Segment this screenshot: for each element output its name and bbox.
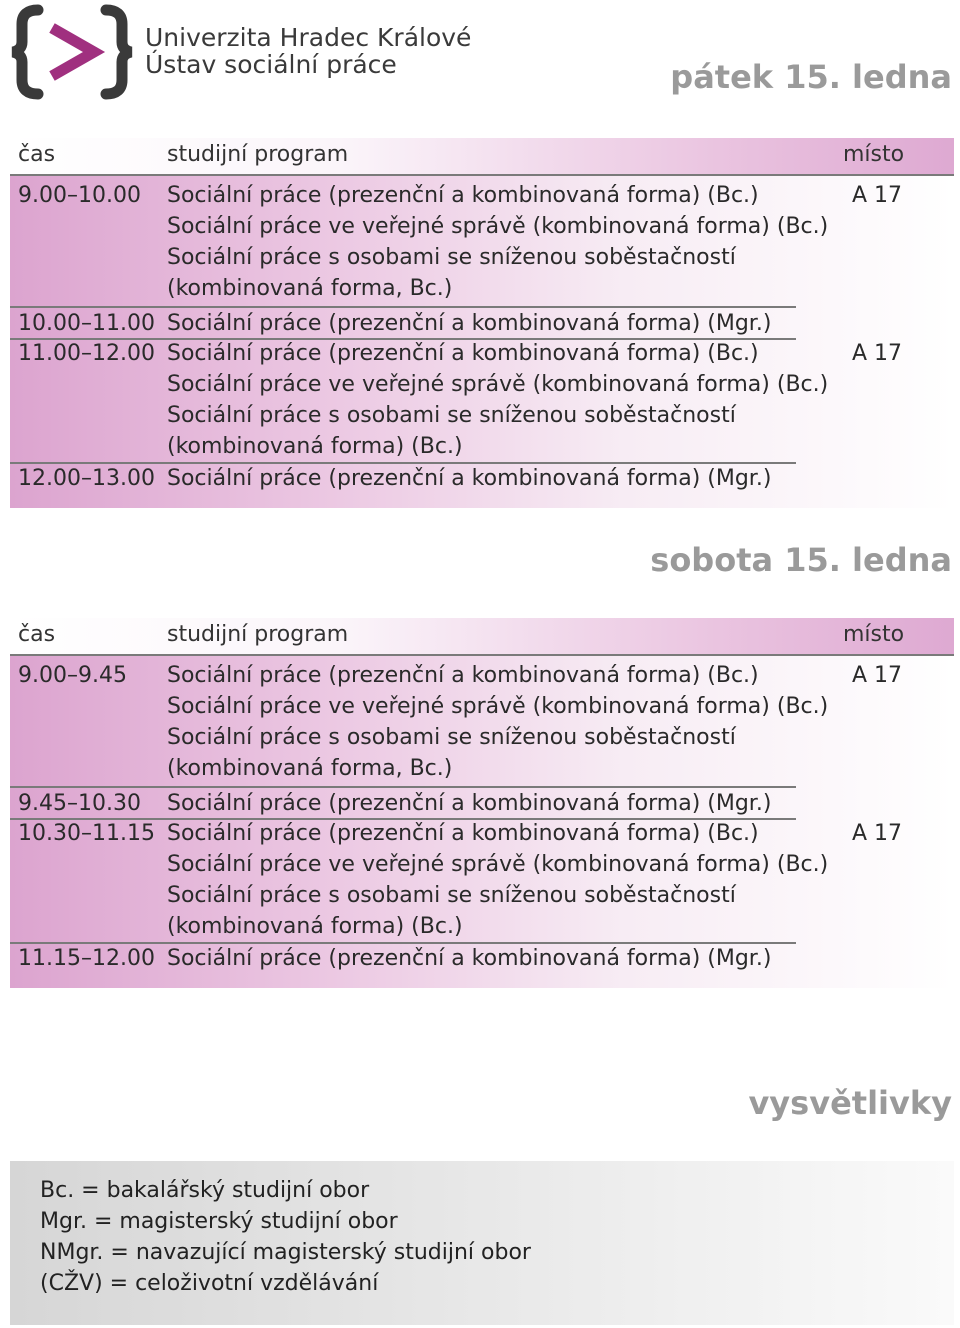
university-name-line2: Ústav sociální práce [145, 50, 397, 79]
legend-item: NMgr. = navazující magisterský studijní obor [40, 1240, 531, 1265]
program-line: Sociální práce (prezenční a kombinovaná forma) (Mgr.) [167, 791, 772, 816]
university-name-line1: Univerzita Hradec Králové [145, 23, 472, 52]
program-line: Sociální práce (prezenční a kombinovaná forma) (Mgr.) [167, 946, 772, 971]
row-programs [167, 180, 828, 304]
program-line: Sociální práce s osobami se sníženou soběstačností [167, 883, 736, 908]
day1-schedule-table [10, 138, 954, 508]
program-line: Sociální práce ve veřejné správě (kombinovaná forma) (Bc.) [167, 694, 829, 719]
row-programs [167, 338, 828, 462]
row-room: A 17 [852, 341, 903, 366]
row-time: 11.00–12.00 [18, 341, 155, 366]
row-programs [167, 788, 771, 819]
row-time: 9.45–10.30 [18, 791, 141, 816]
program-line: Sociální práce ve veřejné správě (kombinovaná forma) (Bc.) [167, 372, 829, 397]
program-line: (kombinovaná forma) (Bc.) [167, 434, 463, 459]
row-time: 11.15–12.00 [18, 946, 155, 971]
day2-schedule-table [10, 618, 954, 988]
program-line: (kombinovaná forma, Bc.) [167, 756, 453, 781]
program-line: (kombinovaná forma, Bc.) [167, 276, 453, 301]
row-programs [167, 818, 828, 942]
program-line: (kombinovaná forma) (Bc.) [167, 914, 463, 939]
col-program-header: studijní program [167, 142, 349, 167]
legend-item: Bc. = bakalářský studijní obor [40, 1178, 370, 1203]
row-programs [167, 660, 828, 784]
university-logo [8, 4, 136, 100]
row-programs [167, 308, 771, 339]
program-line: Sociální práce (prezenční a kombinovaná forma) (Mgr.) [167, 311, 772, 336]
col-time-header: čas [18, 142, 56, 167]
program-line: Sociální práce (prezenční a kombinovaná forma) (Bc.) [167, 821, 759, 846]
row-room: A 17 [852, 663, 903, 688]
legend-item: Mgr. = magisterský studijní obor [40, 1209, 398, 1234]
day2-title: sobota 15. ledna [650, 541, 952, 579]
legend-title: vysvětlivky [748, 1084, 952, 1122]
row-time: 9.00–9.45 [18, 663, 127, 688]
row-time: 9.00–10.00 [18, 183, 141, 208]
program-line: Sociální práce (prezenční a kombinovaná forma) (Bc.) [167, 663, 759, 688]
university-name [145, 24, 471, 78]
program-line: Sociální práce ve veřejné správě (kombinovaná forma) (Bc.) [167, 214, 829, 239]
row-programs [167, 943, 771, 974]
row-programs [167, 463, 771, 494]
program-line: Sociální práce ve veřejné správě (kombinovaná forma) (Bc.) [167, 852, 829, 877]
col-room-header: místo [843, 142, 905, 167]
col-room-header: místo [843, 622, 905, 647]
table-header [10, 618, 954, 654]
program-line: Sociální práce s osobami se sníženou soběstačností [167, 245, 736, 270]
legend-box [10, 1161, 954, 1325]
program-line: Sociální práce (prezenční a kombinovaná forma) (Bc.) [167, 183, 759, 208]
row-room: A 17 [852, 821, 903, 846]
table-header [10, 138, 954, 174]
legend-item: (CŽV) = celoživotní vzdělávání [40, 1271, 379, 1296]
row-room: A 17 [852, 183, 903, 208]
col-time-header: čas [18, 622, 56, 647]
row-time: 10.00–11.00 [18, 311, 155, 336]
program-line: Sociální práce (prezenční a kombinovaná forma) (Bc.) [167, 341, 759, 366]
program-line: Sociální práce (prezenční a kombinovaná forma) (Mgr.) [167, 466, 772, 491]
row-time: 12.00–13.00 [18, 466, 155, 491]
program-line: Sociální práce s osobami se sníženou soběstačností [167, 725, 736, 750]
day1-title: pátek 15. ledna [670, 58, 952, 96]
program-line: Sociální práce s osobami se sníženou soběstačností [167, 403, 736, 428]
row-time: 10.30–11.15 [18, 821, 155, 846]
col-program-header: studijní program [167, 622, 349, 647]
